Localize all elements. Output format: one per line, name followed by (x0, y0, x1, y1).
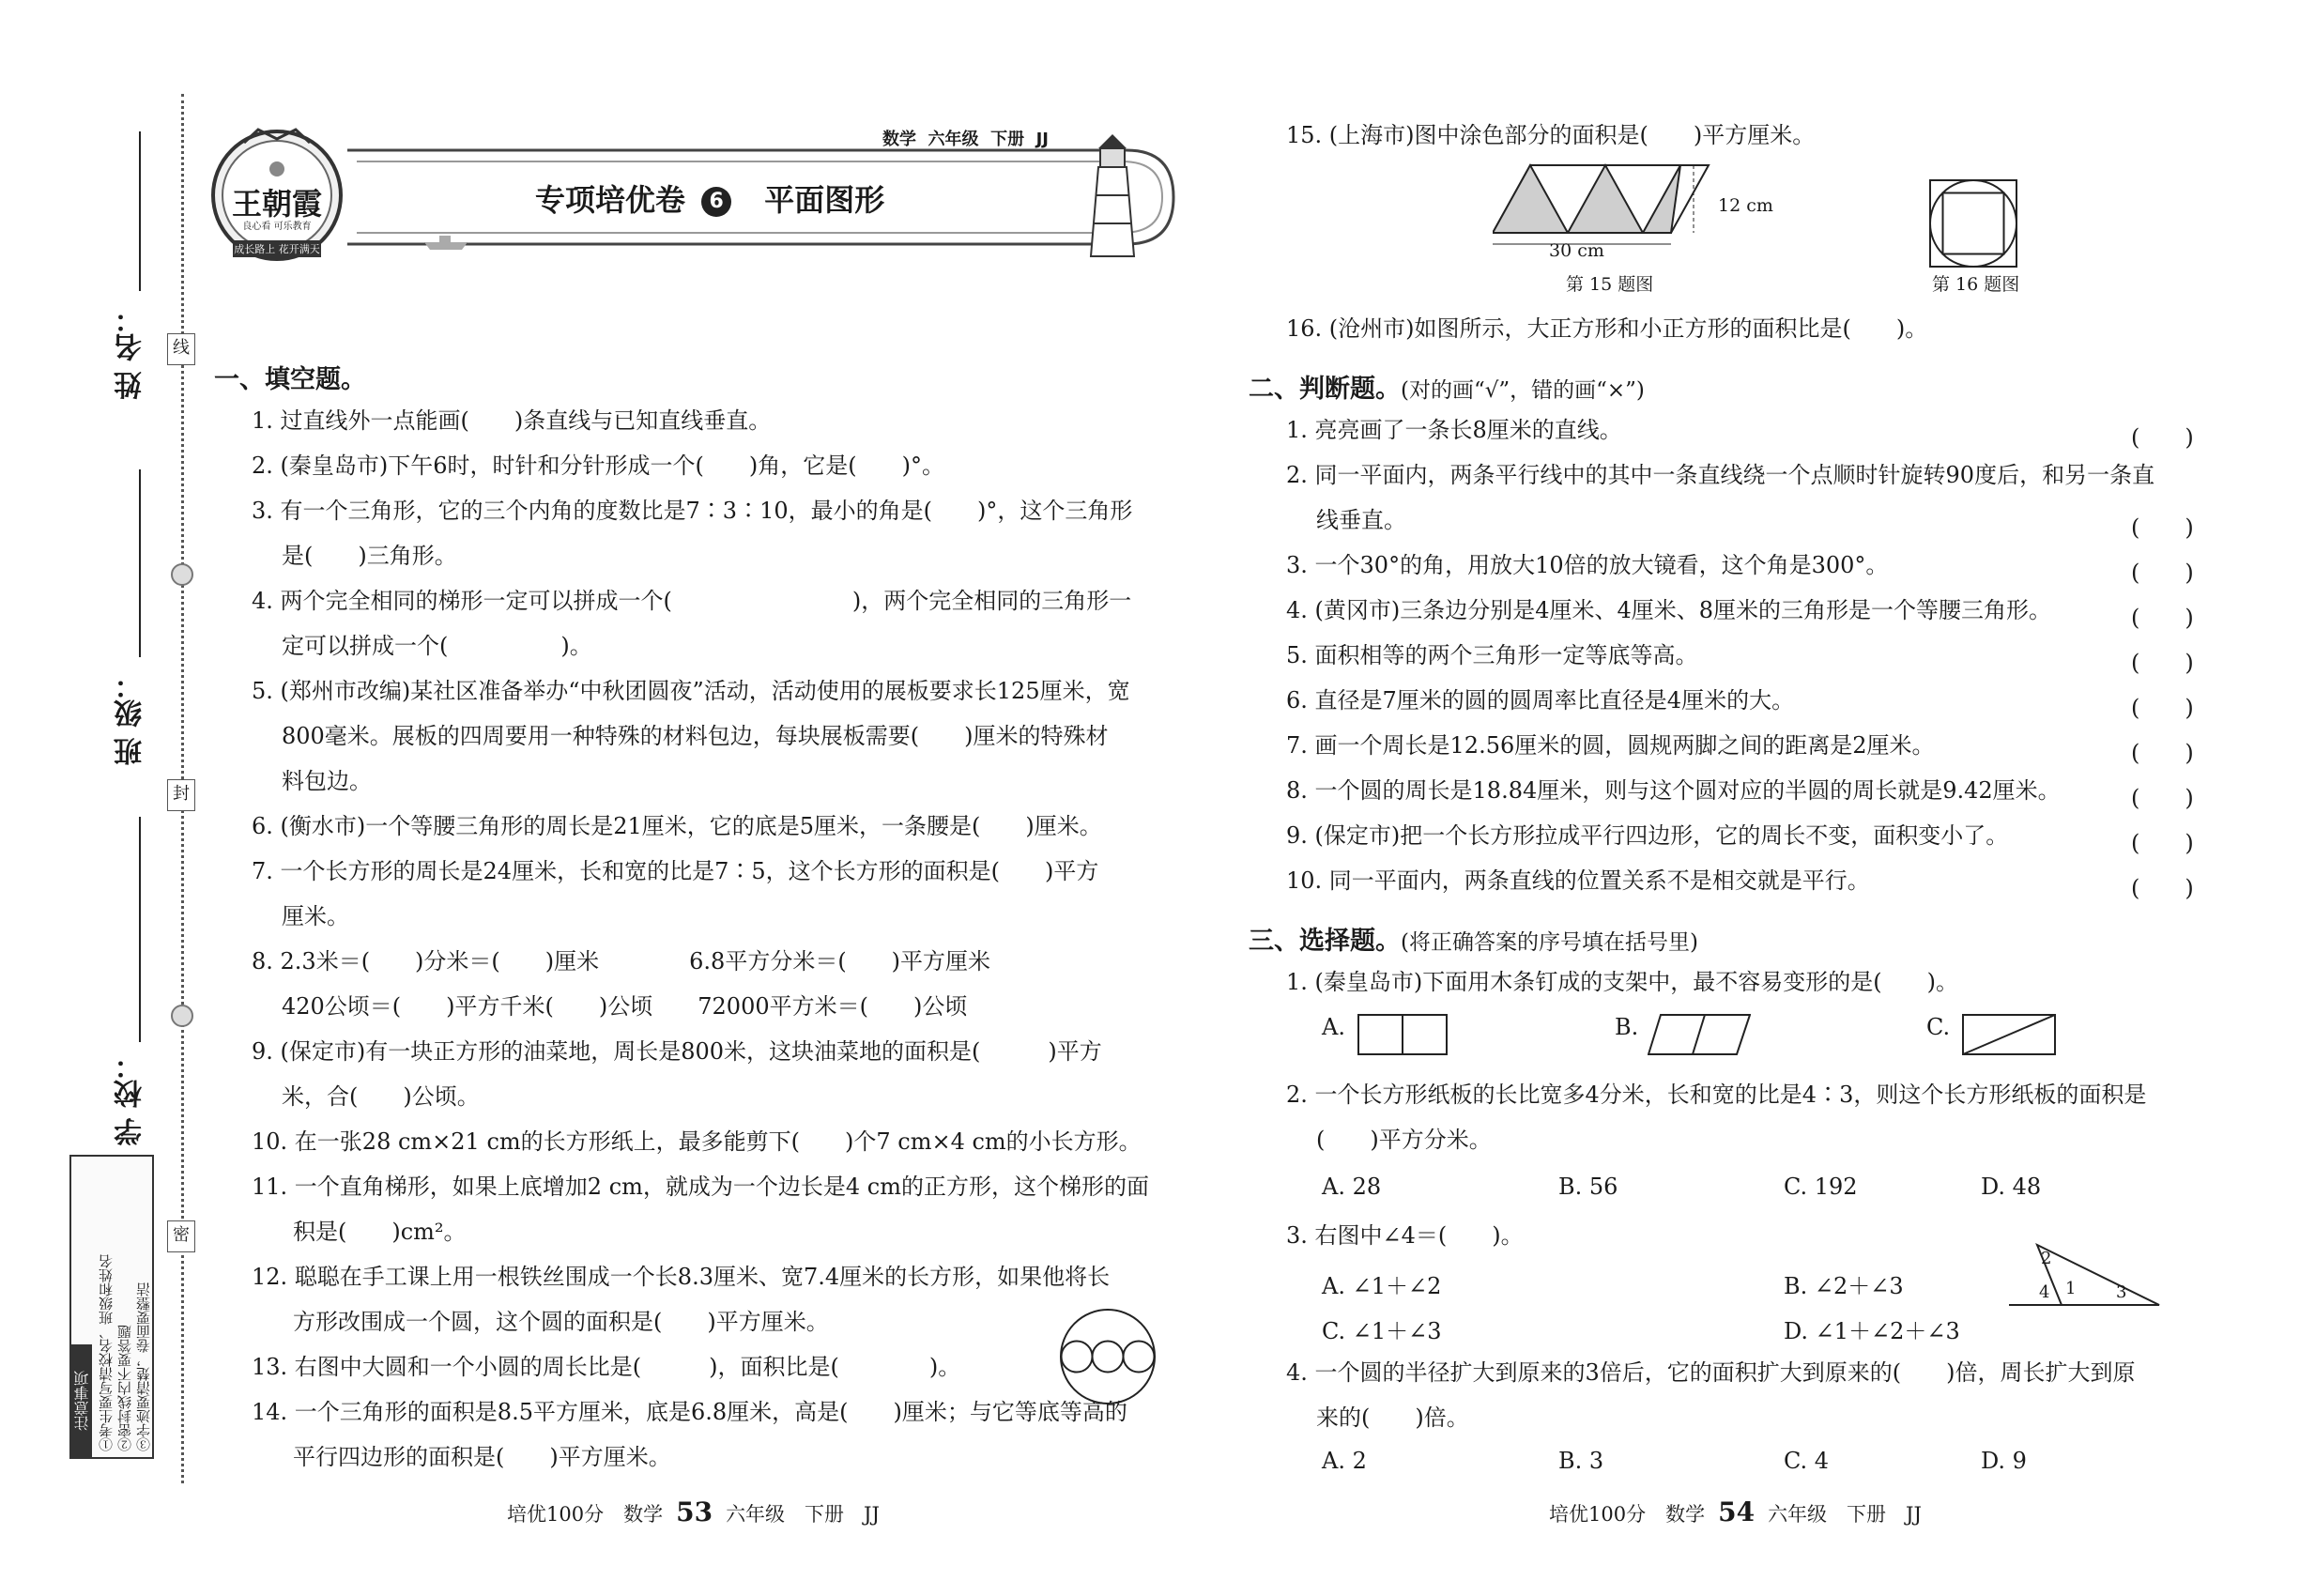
s3-q2-opt-a: A. 28 (1322, 1174, 1382, 1200)
s1-line: 14. 一个三角形的面积是8.5平方厘米，底是6.8厘米，高是( )厘米；与它等底等高的 (252, 1399, 1127, 1425)
q3-triangle-figure (2009, 1239, 2169, 1314)
section2-note: (对的画“√”，错的画“×”) (1401, 378, 1645, 403)
s3-q3-opt-c: C. ∠1＋∠3 (1322, 1318, 1442, 1344)
q15-parallelogram-figure (1493, 160, 1718, 263)
s2-line: 5. 面积相等的两个三角形一定等底等高。 (1286, 642, 1698, 668)
s1-line: 平行四边形的面积是( )平方厘米。 (293, 1444, 671, 1470)
s3-q2b: ( )平方分米。 (1316, 1127, 1492, 1153)
ship-icon (422, 233, 469, 252)
logo-text: 王朝霞 (231, 186, 322, 222)
title-badge: 6 (701, 187, 731, 217)
q3-angle-label-3: 3 (2116, 1282, 2127, 1302)
s3-q1-opt-b: B. (1615, 1014, 1639, 1040)
notes-title: 注意事项 (71, 1344, 92, 1457)
footer-left-b: 六年级 下册 JJ (726, 1503, 880, 1526)
class-label: 班 级： (115, 671, 147, 766)
class-field-line[interactable] (139, 469, 141, 657)
s1-line: 3. 有一个三角形，它的三个内角的度数比是7∶3∶10，最小的角是( )°，这个三角形 (252, 498, 1133, 524)
s1-line: 10. 在一张28 cm×21 cm的长方形纸上，最多能剪下( )个7 cm×4 cm的小长方形。 (252, 1128, 1142, 1155)
s1-line: 厘米。 (282, 903, 349, 929)
s3-q2a: 2. 一个长方形纸板的长比宽多4分米，长和宽的比是4∶3，则这个长方形纸板的面积是 (1286, 1082, 2147, 1108)
note-3: ③字迹要清楚，卷面要整洁 (135, 1282, 152, 1451)
page-number-right: 54 (1718, 1496, 1756, 1527)
q16-squares-figure (1928, 178, 2018, 269)
s2-line: 2. 同一平面内，两条平行线中的其中一条直线绕一个点顺时针旋转90度后，和另一条直 (1286, 462, 2155, 488)
section2-title (1249, 368, 1645, 405)
cut-mark-secret: 密 (167, 1220, 195, 1252)
s3-q4-opt-c: C. 4 (1784, 1448, 1830, 1474)
answer-blank[interactable]: ( ) (2131, 785, 2194, 811)
s3-q3-opt-d: D. ∠1＋∠2＋∠3 (1784, 1318, 1960, 1344)
s2-line: 10. 同一平面内，两条直线的位置关系不是相交就是平行。 (1286, 867, 1870, 894)
q16-caption: 第 16 题图 (1932, 274, 2020, 295)
note-2: ②密封线内不要答题 (116, 1325, 133, 1451)
s1-line: 方形改围成一个圆，这个圆的面积是( )平方厘米。 (293, 1309, 829, 1335)
s3-q4-opt-d: D. 9 (1981, 1448, 2027, 1474)
s1-line: 定可以拼成一个( )。 (282, 633, 592, 659)
s3-q1-opt-a: A. (1322, 1014, 1345, 1040)
section3-title (1249, 920, 1698, 957)
s2-line: 1. 亮亮画了一条长8厘米的直线。 (1286, 417, 1622, 443)
q15-width-label: 30 cm (1549, 240, 1604, 261)
section2-title-text: 二、判断题。 (1249, 375, 1401, 404)
s2-line: 线垂直。 (1316, 507, 1406, 533)
s2-line: 9. (保定市)把一个长方形拉成平行四边形，它的周长不变，面积变小了。 (1286, 822, 2009, 849)
s1-line: 米，合( )公顷。 (282, 1083, 480, 1110)
q3-angle-label-4: 4 (2039, 1282, 2050, 1302)
answer-blank[interactable]: ( ) (2131, 875, 2194, 901)
s1-line: 420公顷＝( )平方千米( )公顷 72000平方米＝( )公顷 (282, 993, 968, 1020)
publisher-logo (207, 122, 347, 263)
s3-q4-opt-b: B. 3 (1558, 1448, 1604, 1474)
school-field-line[interactable] (139, 817, 141, 1042)
name-label: 姓 名： (115, 305, 147, 400)
q15-text: 15. (上海市)图中涂色部分的面积是( )平方厘米。 (1286, 122, 1816, 148)
section3-title-text: 三、选择题。 (1249, 927, 1401, 956)
s1-line: 4. 两个完全相同的梯形一定可以拼成一个( )，两个完全相同的三角形一 (252, 588, 1132, 614)
school-label: 学 校： (115, 1051, 147, 1146)
s3-q3-opt-b: B. ∠2＋∠3 (1784, 1273, 1904, 1299)
frame-parallelogram-icon (1648, 1014, 1751, 1055)
s3-q2-opt-c: C. 192 (1784, 1174, 1858, 1200)
logo-small-text: 良心看 可乐教育 (242, 222, 312, 232)
s2-line: 4. (黄冈市)三条边分别是4厘米、4厘米、8厘米的三角形是一个等腰三角形。 (1286, 597, 2052, 623)
answer-blank[interactable]: ( ) (2131, 514, 2194, 541)
header-banner (207, 122, 1183, 272)
title-main: 专项培优卷 (535, 182, 686, 218)
s2-line: 6. 直径是7厘米的圆的圆周率比直径是4厘米的大。 (1286, 687, 1795, 714)
s2-line: 8. 一个圆的周长是18.84厘米，则与这个圆对应的半圆的周长就是9.42厘米。 (1286, 777, 2061, 804)
s1-line: 7. 一个长方形的周长是24厘米，长和宽的比是7∶5，这个长方形的面积是( )平方 (252, 858, 1099, 884)
section3-note: (将正确答案的序号填在括号里) (1401, 930, 1698, 955)
s3-q4-opt-a: A. 2 (1322, 1448, 1367, 1474)
s1-line: 5. (郑州市改编)某社区准备举办“中秋团圆夜”活动，活动使用的展板要求长125厘米，宽 (252, 678, 1130, 704)
s3-q3: 3. 右图中∠4＝( )。 (1286, 1222, 1524, 1249)
s2-line: 3. 一个30°的角，用放大10倍的放大镜看，这个角是300°。 (1286, 552, 1889, 578)
q15-caption: 第 15 题图 (1566, 274, 1654, 295)
notes-box (69, 1155, 154, 1459)
name-field-line[interactable] (139, 131, 141, 291)
footer-left (507, 1496, 880, 1527)
s1-line: 12. 聪聪在手工课上用一根铁丝围成一个长8.3厘米、宽7.4厘米的长方形，如果他将长 (252, 1264, 1111, 1290)
binding-strip (0, 0, 188, 1596)
answer-blank[interactable]: ( ) (2131, 424, 2194, 451)
s1-line: 积是( )cm²。 (293, 1219, 467, 1245)
logo-slogan: 成长路上 花开满天 (234, 243, 320, 255)
footer-left-a: 培优100分 数学 (507, 1503, 664, 1526)
note-1: ①考生要写清校名、班级和姓名 (98, 1254, 115, 1451)
q15-height-label: 12 cm (1718, 195, 1773, 216)
s1-line: 11. 一个直角梯形，如果上底增加2 cm，就成为一个边长是4 cm的正方形，这个梯形的面 (252, 1174, 1149, 1200)
s3-q4a: 4. 一个圆的半径扩大到原来的3倍后，它的面积扩大到原来的( )倍，周长扩大到原 (1286, 1359, 2136, 1386)
s3-q2-opt-d: D. 48 (1981, 1174, 2042, 1200)
s1-line: 料包边。 (282, 768, 372, 794)
answer-blank[interactable]: ( ) (2131, 560, 2194, 586)
cut-mark-seal: 封 (167, 779, 195, 811)
lighthouse-icon (1080, 130, 1145, 261)
frame-rect-diagonal-icon (1962, 1014, 2056, 1055)
s1-line: 2. (秦皇岛市)下午6时，时针和分针形成一个( )角，它是( )°。 (252, 453, 944, 479)
s3-q1: 1. (秦皇岛市)下面用木条钉成的支架中，最不容易变形的是( )。 (1286, 969, 1958, 995)
footer-right-a: 培优100分 数学 (1549, 1503, 1706, 1526)
header-meta: 数学 六年级 下册 JJ (882, 130, 1049, 149)
page-title (535, 176, 884, 220)
s1-line: 1. 过直线外一点能画( )条直线与已知直线垂直。 (252, 407, 772, 434)
s1-line: 是( )三角形。 (282, 543, 457, 569)
answer-blank[interactable]: ( ) (2131, 605, 2194, 631)
s3-q4b: 来的( )倍。 (1316, 1404, 1469, 1431)
q3-angle-label-2: 2 (2041, 1249, 2052, 1268)
s3-q1-opt-c: C. (1926, 1014, 1951, 1040)
footer-right (1549, 1496, 1922, 1527)
s2-line: 7. 画一个周长是12.56厘米的圆，圆规两脚之间的距离是2厘米。 (1286, 732, 1935, 759)
binding-hole (171, 1005, 193, 1027)
q13-circles-figure (1056, 1305, 1159, 1408)
s1-line: 6. (衡水市)一个等腰三角形的周长是21厘米，它的底是5厘米，一条腰是( )厘米。 (252, 813, 1102, 839)
s1-line: 13. 右图中大圆和一个小圆的周长比是( )，面积比是( )。 (252, 1354, 961, 1380)
q16-text: 16. (沧州市)如图所示，大正方形和小正方形的面积比是( )。 (1286, 315, 1928, 342)
s1-line: 800毫米。展板的四周要用一种特殊的材料包边，每块展板需要( )厘米的特殊材 (282, 723, 1109, 749)
answer-blank[interactable]: ( ) (2131, 740, 2194, 766)
page-number-left: 53 (676, 1496, 713, 1527)
cut-mark-line: 线 (167, 333, 195, 365)
answer-blank[interactable]: ( ) (2131, 695, 2194, 721)
title-sub: 平面图形 (764, 182, 885, 218)
section1-title: 一、填空题。 (214, 365, 366, 394)
s1-line: 8. 2.3米＝( )分米＝( )厘米 6.8平方分米＝( )平方厘米 (252, 948, 991, 974)
s3-q3-opt-a: A. ∠1＋∠2 (1322, 1273, 1442, 1299)
q3-angle-label-1: 1 (2065, 1279, 2077, 1298)
answer-blank[interactable]: ( ) (2131, 830, 2194, 856)
s1-line: 9. (保定市)有一块正方形的油菜地，周长是800米，这块油菜地的面积是( )平方 (252, 1038, 1102, 1065)
binding-hole (171, 563, 193, 586)
frame-rect-divided-icon (1357, 1014, 1448, 1055)
s3-q2-opt-b: B. 56 (1558, 1174, 1618, 1200)
footer-right-b: 六年级 下册 JJ (1768, 1503, 1922, 1526)
answer-blank[interactable]: ( ) (2131, 650, 2194, 676)
